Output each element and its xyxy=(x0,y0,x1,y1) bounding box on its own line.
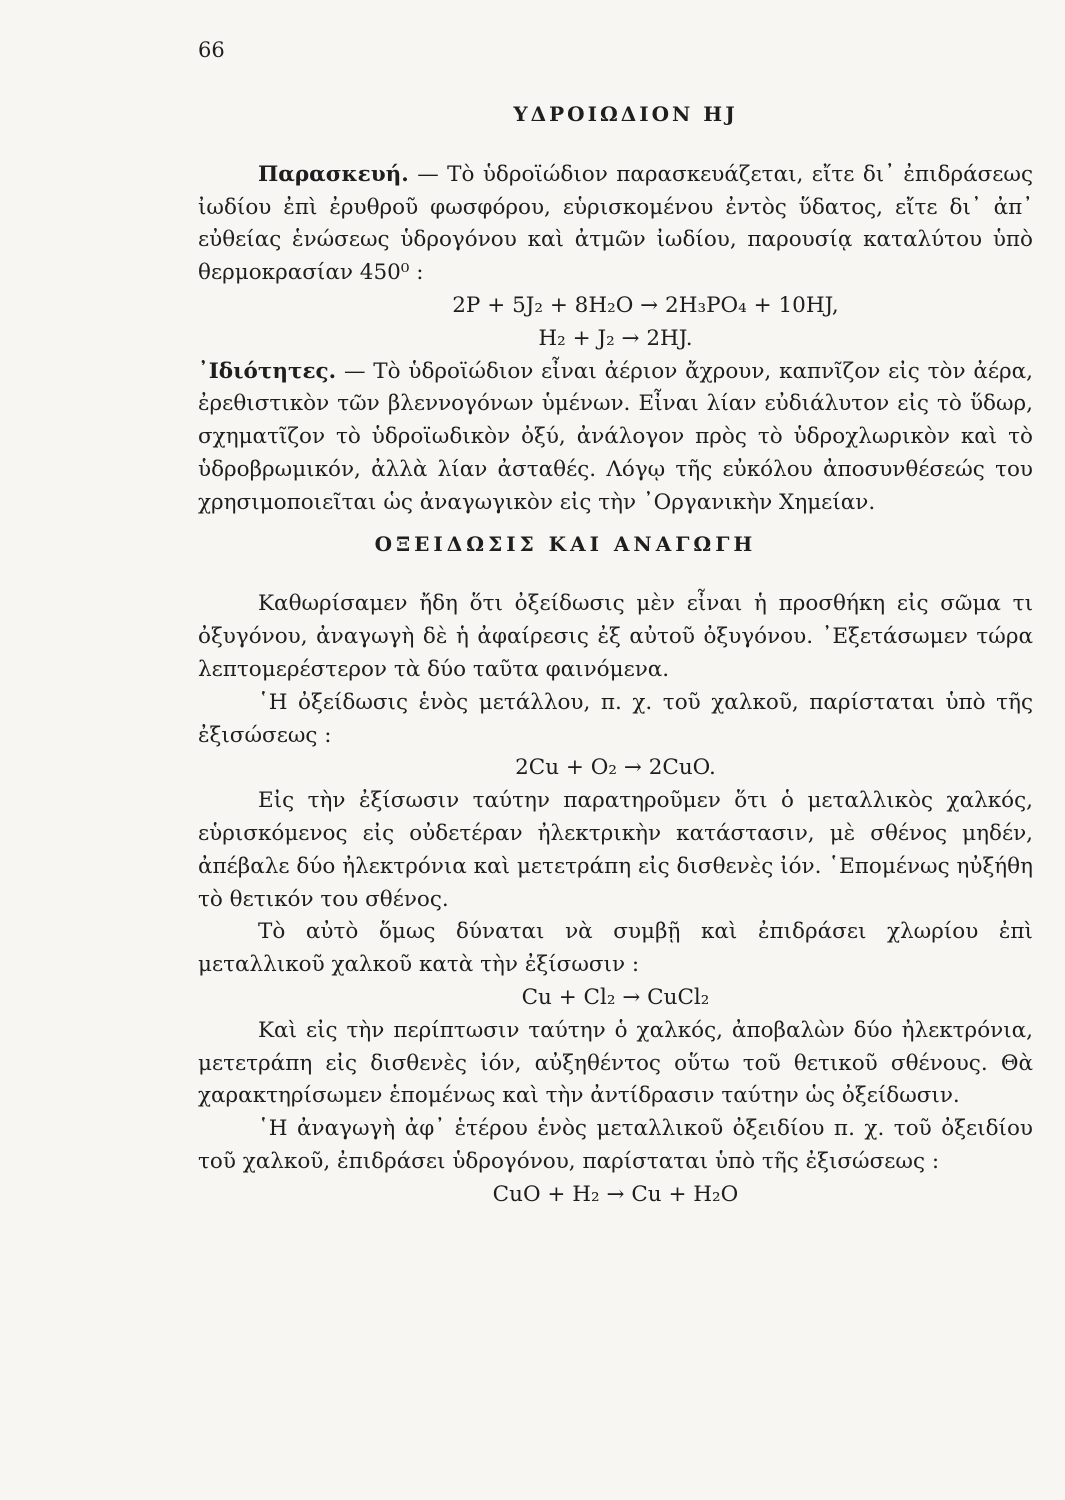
equation-reduction: CuO + H₂ → Cu + H₂O xyxy=(492,1181,739,1207)
properties-heading: ᾽Ιδιότητες. xyxy=(198,358,337,384)
page-number: 66 xyxy=(198,38,225,62)
equation-phosphorus: 2P + 5J₂ + 8H₂O → 2H₃PO₄ + 10HJ, xyxy=(452,292,839,318)
paragraph-reduction: ῾Η ἀναγωγὴ ἀφ᾽ ἑτέρου ἑνὸς μεταλλικοῦ ὀξειδίου π. χ. τοῦ ὀξειδίου τοῦ χαλκοῦ, ἐπιδράσει ὑδρογόνου, παρίσταται ὑπὸ τῆς ἐξισώσεως : xyxy=(198,1116,1033,1174)
paragraph-chlorine-result: Καὶ εἰς τὴν περίπτωσιν ταύτην ὁ χαλκός, ἀποβαλὼν δύο ἠλεκτρόνια, μετετράπη εἰς δισθενὲς ἰόν, αὐξηθέντος οὕτω τοῦ θετικοῦ σθένους. Θὰ χαρακτηρίσωμεν ἑπομένως καὶ τὴν ἀντίδρασιν ταύτην ὡς ὀξείδωσιν. xyxy=(198,1017,1033,1109)
paragraph-definition: Καθωρίσαμεν ἤδη ὅτι ὀξείδωσις μὲν εἶναι ἡ προσθήκη εἰς σῶμα τι ὀξυγόνου, ἀναγωγὴ δὲ ἡ ἀφαίρεσις ἐξ αὐτοῦ ὀξυγόνου. ᾽Εξετάσωμεν τώρα λεπτομερέστερον τὰ δύο ταῦτα φαινόμενα. xyxy=(198,591,1033,682)
paragraph-copper-oxidation: ῾Η ὀξείδωσις ἑνὸς μετάλλου, π. χ. τοῦ χαλκοῦ, παρίσταται ὑπὸ τῆς ἐξισώσεως : xyxy=(198,689,1033,748)
page-body xyxy=(198,98,1033,1212)
equation-synthesis: H₂ + J₂ → 2HJ. xyxy=(538,325,693,351)
paragraph-electrons: Εἰς τὴν ἐξίσωσιν ταύτην παρατηροῦμεν ὅτι ὁ μεταλλικὸς χαλκός, εὑρισκόμενος εἰς οὐδετέραν ἠλεκτρικὴν κατάστασιν, μὲ σθένος μηδέν, ἀπέβαλε δύο ἠλεκτρόνια καὶ μετετράπη εἰς δισθενὲς ἰόν. ῾Επομένως ηὐξήθη τὸ θετικόν του σθένος. xyxy=(198,788,1033,912)
preparation-paragraph xyxy=(198,159,1033,290)
properties-paragraph xyxy=(198,356,1033,520)
equation-copper-chlorine: Cu + Cl₂ → CuCl₂ xyxy=(521,984,710,1010)
properties-text: — Τὸ ὑδροϊώδιον εἶναι ἀέριον ἄχρουν, καπνῖζον εἰς τὸν ἀέρα, ἐρεθιστικὸν τῶν βλεννογόνων ὑμένων. Εἶναι λίαν εὐδιάλυτον εἰς τὸ ὕδωρ, σχηματῖζον τὸ ὑδροϊωδικὸν ὀξύ, ἀνάλογον πρὸς τὸ ὑδροχλωρικὸν καὶ τὸ ὑδροβρωμικόν, ἀλλὰ λίαν ἀσταθές. Λόγῳ τῆς εὐκόλου ἀποσυνθέσεώς του χρησιμοποιεῖται ὡς ἀναγωγικὸν εἰς τὴν ᾽Οργανικὴν Χημείαν. xyxy=(198,358,1033,515)
equation-copper-oxygen: 2Cu + O₂ → 2CuO. xyxy=(515,755,716,781)
preparation-text: — Τὸ ὑδροϊώδιον παρασκευάζεται, εἴτε δι᾽ ἐπιδράσεως ἰωδίου ἐπὶ ἐρυθροῦ φωσφόρου, εὑρισκομένου ἐντὸς ὕδατος, εἴτε δι᾽ ἀπ᾽ εὐθείας ἑνώσεως ὑδρογόνου καὶ ἀτμῶν ἰωδίου, παρουσίᾳ καταλύτου ὑπὸ θερμοκρασίαν 450⁰ : xyxy=(198,161,1033,286)
preparation-heading: Παρασκευή. xyxy=(258,161,409,187)
chapter-title: ΥΔΡΟΙΩΔΙΟΝ HJ xyxy=(513,102,738,126)
section-title-oxidation: ΟΞΕΙΔΩΣΙΣ ΚΑΙ ΑΝΑΓΩΓΗ xyxy=(374,531,757,556)
paragraph-chlorine: Τὸ αὐτὸ ὅμως δύναται νὰ συμβῇ καὶ ἐπιδράσει χλωρίου ἐπὶ μεταλλικοῦ χαλκοῦ κατὰ τὴν ἐξίσωσιν : xyxy=(198,919,1033,978)
